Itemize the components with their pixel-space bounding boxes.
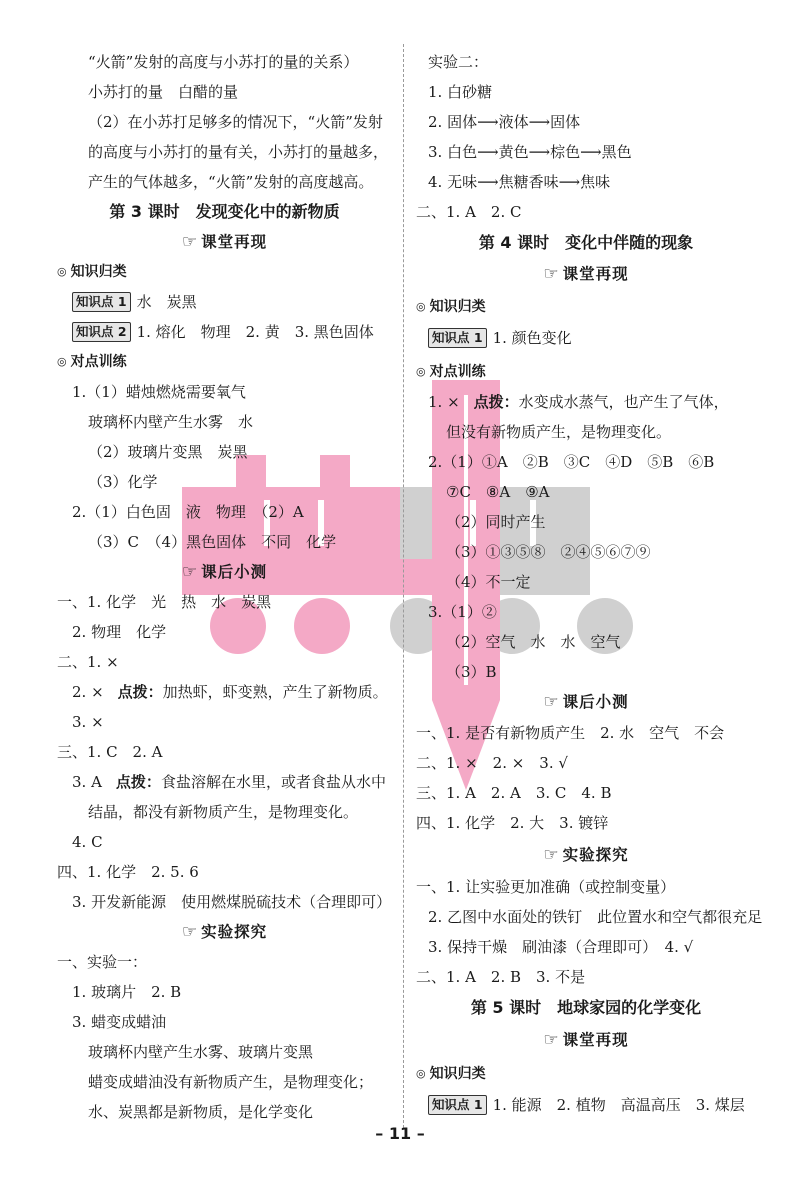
answer-line: 小苏打的量 白醋的量 [88,83,239,101]
answer-line: “火箭”发射的高度与小苏打的量的关系） [88,53,359,71]
page-number: – 11 – [375,1124,425,1143]
answer-line: 1. 白砂糖 [428,83,493,101]
answer-line: 四、1. 化学 2. 5. 6 [57,863,199,881]
right-column [416,47,763,1120]
knowledge-point-tag: 知识点 1 [72,292,131,312]
answer-line: 4. 无味⟶焦糖香味⟶焦味 [428,173,611,191]
pointing-hand-icon [182,917,197,947]
section-heading-label: 课后小测 [562,693,629,711]
answer-number: 2. × [72,683,104,701]
answer-line: 1. 玻璃片 2. B [72,983,182,1001]
section-heading-quiz [57,557,392,587]
knowledge-point [416,1090,756,1120]
answer-line: 水、炭黑都是新物质，是化学变化 [88,1103,314,1121]
answer-line: 一、实验一： [57,953,148,971]
answer-line: 二、1. A 2. B 3. 不是 [416,968,586,986]
answer-line: 玻璃杯内壁产生水雾、玻璃片变黑 [88,1043,314,1061]
subsection-heading-label: 对点训练 [429,364,486,380]
tip-label: 点拨： [115,773,161,791]
answer-line-with-tip [57,767,392,797]
section-heading-quiz [416,687,756,717]
section-heading-label: 课堂再现 [562,1031,629,1049]
answer-line: 玻璃杯内壁产生水雾 水 [88,413,254,431]
answer-line: （3）B [446,663,497,681]
lesson-title: 第 4 课时 变化中伴随的现象 [478,233,694,252]
answer-line: （2）在小苏打足够多的情况下，“火箭”发射 [88,113,383,131]
knowledge-point [57,287,392,317]
knowledge-point-text: 水 炭黑 [136,293,197,311]
knowledge-point-text: 1. 熔化 物理 2. 黄 3. 黑色固体 [136,323,374,341]
answer-line: 3. 蜡变成蜡油 [72,1013,167,1031]
answer-line: （3）化学 [88,473,158,491]
answer-line: 二、1. A 2. C [416,203,522,221]
section-heading-classroom [416,1025,756,1055]
answer-line: 1.（1）蜡烛燃烧需要氧气 [72,383,246,401]
knowledge-point-text: 1. 能源 2. 植物 高温高压 3. 煤层 [492,1096,745,1114]
knowledge-point-tag: 知识点 1 [428,1095,487,1115]
answer-line: （3）①③⑤⑧ ②④⑤⑥⑦⑨ [446,543,651,561]
answer-line: 一、1. 让实验更加准确（或控制变量） [416,878,676,896]
tip-label: 点拨： [117,683,163,701]
answer-line: 3. 开发新能源 使用燃煤脱硫技术（合理即可） [72,893,392,911]
answer-line: 蜡变成蜡油没有新物质产生，是物理变化； [88,1073,374,1091]
answer-line: 三、1. C 2. A [57,743,163,761]
pointing-hand-icon [182,227,197,257]
pointing-hand-icon [543,1025,558,1055]
answer-line: 的高度与小苏打的量有关，小苏打的量越多， [88,143,389,161]
lesson-title: 第 3 课时 发现变化中的新物质 [109,202,340,221]
section-heading-experiment [416,840,756,870]
subsection-heading-knowledge [57,257,392,287]
left-column [57,47,392,1127]
answer-line: 二、1. × [57,653,119,671]
subsection-heading-knowledge [416,1059,756,1089]
section-heading-label: 课堂再现 [562,265,629,283]
answer-line-with-tip [57,677,392,707]
answer-line: 2.（1）①A ②B ③C ④D ⑤B ⑥B [428,453,715,471]
answer-line: 3. × [72,713,104,731]
section-heading-label: 实验探究 [201,923,268,941]
answer-line: 但没有新物质产生，是物理变化。 [446,423,672,441]
answer-line-with-tip [416,387,756,417]
answer-line: 2. 固体⟶液体⟶固体 [428,113,581,131]
double-circle-icon [416,1059,426,1089]
answer-line: 3.（1）② [428,603,497,621]
tip-text: 加热虾，虾变熟，产生了新物质。 [162,683,388,701]
answer-line: 结晶，都没有新物质产生，是物理变化。 [88,803,359,821]
answer-line: 2. 物理 化学 [72,623,167,641]
knowledge-point-text: 1. 颜色变化 [492,329,572,347]
answer-line: 3. 白色⟶黄色⟶棕色⟶黑色 [428,143,632,161]
answer-line: （3）C （4）黑色固体 不同 化学 [88,533,337,551]
tip-text: 水变成水蒸气，也产生了气体， [518,393,729,411]
answer-line: 一、1. 化学 光 热 水 炭黑 [57,593,272,611]
subsection-heading-practice [416,357,756,387]
knowledge-point [416,323,756,353]
column-divider [403,44,404,1128]
double-circle-icon [416,357,426,387]
answer-line: （2）同时产生 [446,513,546,531]
pointing-hand-icon [543,840,558,870]
answer-line: （2）空气 水 水 空气 [446,633,621,651]
answer-line: （4）不一定 [446,573,531,591]
subsection-heading-knowledge [416,292,756,322]
answer-line: 实验二： [428,53,489,71]
subsection-heading-label: 知识归类 [429,1066,486,1082]
double-circle-icon [57,257,67,287]
tip-label: 点拨： [473,393,519,411]
double-circle-icon [57,347,67,377]
answer-line: 三、1. A 2. A 3. C 4. B [416,784,612,802]
pointing-hand-icon [182,557,197,587]
pointing-hand-icon [543,687,558,717]
pointing-hand-icon [543,259,558,289]
section-heading-label: 课堂再现 [201,233,268,251]
section-heading-label: 课后小测 [201,563,268,581]
answer-number: 3. A [72,773,102,791]
knowledge-point-tag: 知识点 1 [428,328,487,348]
lesson-title: 第 5 课时 地球家园的化学变化 [470,998,702,1017]
answer-line: 一、1. 是否有新物质产生 2. 水 空气 不会 [416,724,725,742]
answer-line: 2. 乙图中水面处的铁钉 此位置水和空气都很充足 [428,908,763,926]
section-heading-classroom [57,227,392,257]
answer-line: ⑦C ⑧A ⑨A [446,483,550,501]
knowledge-point-tag: 知识点 2 [72,322,131,342]
answer-line: 3. 保持干燥 刷油漆（合理即可） 4. √ [428,938,694,956]
subsection-heading-label: 知识归类 [429,299,486,315]
answer-line: 2.（1）白色固 液 物理 （2）A [72,503,304,521]
knowledge-point [57,317,392,347]
section-heading-classroom [416,259,756,289]
tip-text: 食盐溶解在水里，或者食盐从水中 [160,773,386,791]
section-heading-experiment [57,917,392,947]
section-heading-label: 实验探究 [562,846,629,864]
answer-line: 四、1. 化学 2. 大 3. 镀锌 [416,814,609,832]
double-circle-icon [416,292,426,322]
subsection-heading-label: 知识归类 [70,264,127,280]
subsection-heading-practice [57,347,392,377]
answer-line: 产生的气体越多，“火箭”发射的高度越高。 [88,173,374,191]
answer-line: （2）玻璃片变黑 炭黑 [88,443,248,461]
subsection-heading-label: 对点训练 [70,354,127,370]
answer-line: 4. C [72,833,103,851]
answer-number: 1. × [428,393,460,411]
answer-line: 二、1. × 2. × 3. √ [416,754,568,772]
